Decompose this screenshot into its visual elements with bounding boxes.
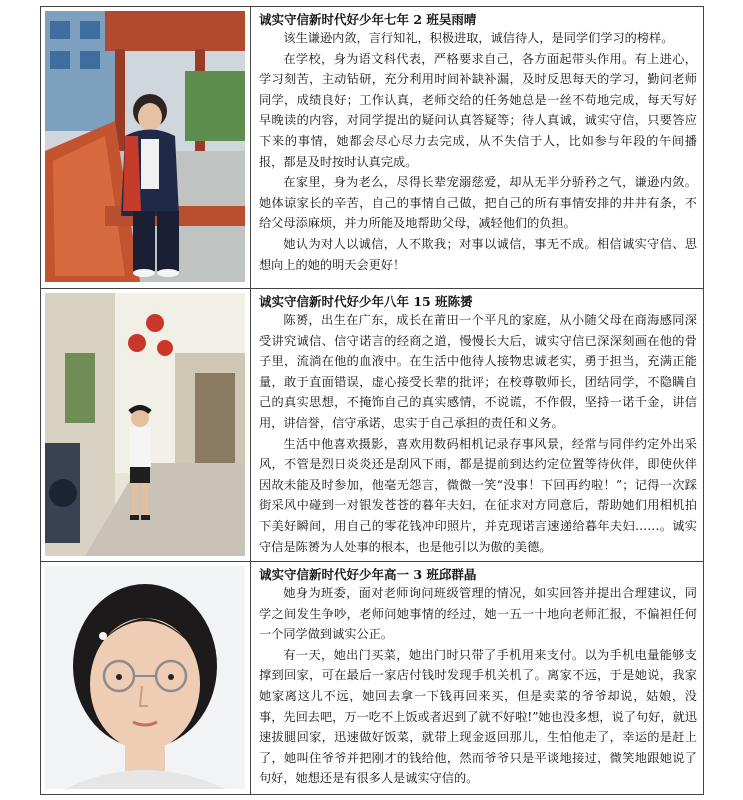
profile-paragraph: 在学校，身为语文科代表，严格要求自己，各方面起带头作用。有上进心，学习刻苦，主动钻研，充分利用时间补缺补漏，及时反思每天的学习，勤问老师同学，成绩良好；工作认真，老师交给的任务她总是一丝不苟地完成，每天写好早晚读的内容，对同学提出的疑问认真答疑等；待人真诚，诚实守信，只要答应下来的事情，她都会尽心尽力去完成，从不失信于人，比如参与年段的午间播报，都是及时按时认真完成。 bbox=[259, 51, 697, 169]
profile-paragraph: 有一天，她出门买菜，她出门时只带了手机用来支付。以为手机电量能够支撑到回家，可在最后一家店付钱时发现手机关机了。离家不远，于是她说，我家她家离这儿不远，她回去拿一下钱再回来买，但是卖菜的爷爷却说，姑娘，没事，先回去吧，万一吃不上饭或者迟到了就不好啦!”她也没多想，说了句好，就迅速拔腿回家，迅速做好饭菜，就带上现金返回那儿，生怕他走了，幸运的是赶上了，她叫住爷爷并把刚才的钱给他，然而爷爷只是平谈地接过，微笑地跟她说了句好，她想还是有很多人是诚实守信的。 bbox=[259, 647, 697, 786]
profile-paragraph: 该生谦逊内敛，言行知礼，积极进取，诚信待人，是同学们学习的榜样。 bbox=[283, 31, 674, 45]
profile-row bbox=[41, 7, 703, 288]
student-photo-illustration bbox=[45, 293, 245, 556]
profile-paragraph: 陈赟，出生在广东，成长在莆田一个平凡的家庭，从小随父母在商海感同深受讲究诚信、信守诺言的经商之道，慢慢长大后，诚实守信已深深刻画在他的骨子里，流淌在他的血液中。在生活中他待人接物忠诚老实，勇于担当，充满正能量，敢于直面错误，虚心接受长辈的批评；在校尊敬师长，团结同学，不隐瞒自己的真实思想，不掩饰自己的真实感情，不说谎，不作假，坚持一诺千金，讲信用，讲信誉，信守承诺，忠实于自己承担的责任和义务。 bbox=[259, 313, 697, 430]
profile-row bbox=[41, 288, 703, 561]
profile-text bbox=[259, 11, 697, 286]
student-photo bbox=[45, 11, 246, 284]
profile-paragraph: 她身为班委，面对老师询问班级管理的情况，如实回答并提出合理建议，同学之间发生争吵，老师问她事情的经过，她一五一十地向老师汇报，不偏袒任何一个同学做到诚实公正。 bbox=[259, 586, 697, 642]
profile-paragraph: 在家里，身为老么，尽得长辈宠溺慈爱，却从无半分骄矜之气，谦逊内敛。她体谅家长的辛苦，自己的事情自己做，把自己的所有事情安排的井井有条，不给父母添麻烦，并力所能及地帮助父母，减轻他们的负担。 bbox=[259, 175, 697, 231]
photo-cell bbox=[41, 562, 251, 794]
profile-paragraph: 她认为对人以诚信，人不欺我；对事以诚信，事无不成。相信诚实守信、思想向上的她的明天会更好！ bbox=[259, 236, 697, 272]
profile-title: 诚实守信新时代好少年八年 15 班陈赟 bbox=[259, 294, 473, 309]
profile-paragraph: 生活中他喜欢摄影，喜欢用数码相机记录存事风景，经常与同伴约定外出采风，不管是烈日炎炎还是刮风下雨，都是提前到达约定位置等待伙伴，即使伙伴因故未能及时参加，他毫无怨言，微微一笑“没事！下回再约啦！”；记得一次踩街采风中碰到一对银发苍苍的暮年夫妇，在征求对方同意后，帮助她们用相机拍下美好瞬间，用自己的零花钱冲印照片，并克现诺言速递给暮年夫妇……。诚实守信是陈赟为人处事的根本，也是他引以为傲的美德。 bbox=[259, 436, 697, 554]
student-photo-illustration bbox=[45, 11, 245, 282]
photo-cell bbox=[41, 7, 251, 288]
photo-cell bbox=[41, 289, 251, 561]
profile-table bbox=[40, 6, 704, 795]
profile-title: 诚实守信新时代好少年七年 2 班吴雨晴 bbox=[259, 12, 477, 27]
student-photo bbox=[45, 293, 246, 557]
profile-row bbox=[41, 561, 703, 794]
profile-title: 诚实守信新时代好少年高一 3 班邱群晶 bbox=[259, 567, 477, 582]
student-photo-illustration bbox=[45, 566, 245, 789]
profile-text bbox=[259, 293, 697, 559]
student-photo bbox=[45, 566, 246, 790]
profile-text bbox=[259, 566, 697, 792]
